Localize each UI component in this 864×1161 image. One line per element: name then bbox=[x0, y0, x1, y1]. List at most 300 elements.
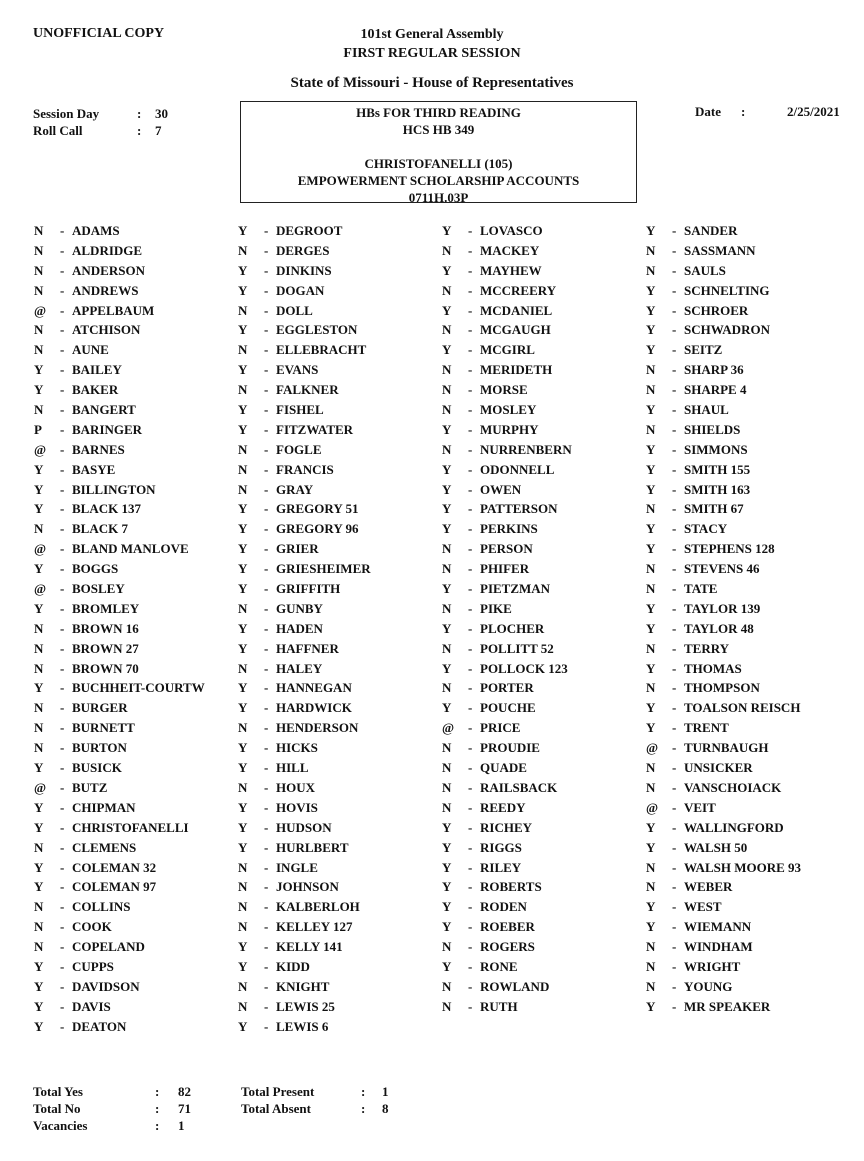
dash: - bbox=[264, 958, 269, 974]
vote-value: Y bbox=[442, 919, 452, 935]
vote-value: N bbox=[238, 441, 248, 457]
member-name: DOGAN bbox=[276, 282, 325, 298]
bill-title: EMPOWERMENT SCHOLARSHIP ACCOUNTS bbox=[297, 173, 580, 188]
dash: - bbox=[264, 978, 269, 994]
session-day-value: 30 bbox=[155, 106, 168, 121]
vote-value: Y bbox=[646, 620, 656, 636]
vote-row bbox=[442, 659, 642, 679]
member-name: GRIESHEIMER bbox=[276, 561, 371, 577]
total-absent-value: 8 bbox=[382, 1101, 389, 1116]
vote-row bbox=[34, 838, 234, 858]
vote-row bbox=[34, 977, 234, 997]
vote-value: N bbox=[238, 302, 248, 318]
vote-row bbox=[34, 519, 234, 539]
vote-value: Y bbox=[238, 680, 248, 696]
member-name: DINKINS bbox=[276, 262, 332, 278]
vote-row bbox=[646, 858, 846, 878]
dash: - bbox=[672, 600, 677, 616]
vote-value: N bbox=[238, 660, 248, 676]
vote-value: Y bbox=[238, 700, 248, 716]
vote-value: Y bbox=[34, 760, 44, 776]
member-name: POLLOCK 123 bbox=[480, 660, 568, 676]
member-name: STACY bbox=[684, 521, 728, 537]
vote-row bbox=[238, 320, 438, 340]
vote-row bbox=[238, 499, 438, 519]
dash: - bbox=[264, 740, 269, 756]
dash: - bbox=[60, 262, 65, 278]
dash: - bbox=[672, 978, 677, 994]
member-name: WINDHAM bbox=[684, 939, 753, 955]
vote-row bbox=[238, 340, 438, 360]
dash: - bbox=[468, 541, 473, 557]
dash: - bbox=[672, 859, 677, 875]
vote-value: @ bbox=[34, 581, 47, 597]
member-name: MCGIRL bbox=[480, 342, 535, 358]
vote-value: N bbox=[238, 899, 248, 915]
vote-value: Y bbox=[646, 839, 656, 855]
vote-value: Y bbox=[238, 541, 248, 557]
dash: - bbox=[672, 720, 677, 736]
dash: - bbox=[468, 779, 473, 795]
member-name: BANGERT bbox=[72, 402, 136, 418]
vote-row bbox=[442, 440, 642, 460]
vote-value: N bbox=[442, 680, 452, 696]
member-name: PIETZMAN bbox=[480, 581, 551, 597]
vote-value: N bbox=[238, 779, 248, 795]
member-name: PORTER bbox=[480, 680, 534, 696]
vote-value: N bbox=[34, 223, 44, 238]
dash: - bbox=[60, 461, 65, 477]
vote-value: N bbox=[238, 998, 248, 1014]
member-name: HOUX bbox=[276, 779, 315, 795]
vote-value: Y bbox=[34, 600, 44, 616]
vote-value: Y bbox=[238, 262, 248, 278]
vote-row bbox=[442, 778, 642, 798]
colon: : bbox=[741, 104, 746, 119]
dash: - bbox=[60, 978, 65, 994]
member-name: LEWIS 25 bbox=[276, 998, 335, 1014]
dash: - bbox=[60, 998, 65, 1014]
vote-row bbox=[238, 858, 438, 878]
member-name: SHARPE 4 bbox=[684, 382, 747, 398]
vote-row bbox=[34, 360, 234, 380]
vote-row bbox=[34, 718, 234, 738]
member-name: RONE bbox=[480, 958, 518, 974]
vote-row bbox=[238, 818, 438, 838]
dash: - bbox=[468, 919, 473, 935]
dash: - bbox=[60, 899, 65, 915]
dash: - bbox=[264, 799, 269, 815]
vote-row bbox=[442, 519, 642, 539]
dash: - bbox=[60, 501, 65, 517]
vote-row bbox=[442, 937, 642, 957]
member-name: KIDD bbox=[276, 958, 310, 974]
vote-row bbox=[34, 340, 234, 360]
vote-row bbox=[442, 221, 642, 241]
dash: - bbox=[672, 561, 677, 577]
total-present-label: Total Present bbox=[241, 1084, 315, 1099]
vote-value: Y bbox=[34, 561, 44, 577]
assembly-title: 101st General Assembly bbox=[360, 27, 504, 42]
vote-value: Y bbox=[646, 402, 656, 418]
vote-value: N bbox=[34, 521, 44, 537]
vote-row bbox=[442, 738, 642, 758]
dash: - bbox=[672, 322, 677, 338]
vote-value: Y bbox=[238, 958, 248, 974]
member-name: SANDER bbox=[684, 223, 738, 238]
vote-value: Y bbox=[646, 481, 656, 497]
member-name: GREGORY 51 bbox=[276, 501, 359, 517]
vote-row bbox=[646, 281, 846, 301]
vote-value: Y bbox=[238, 799, 248, 815]
vote-row bbox=[442, 301, 642, 321]
dash: - bbox=[468, 620, 473, 636]
vote-value: Y bbox=[238, 322, 248, 338]
dash: - bbox=[468, 600, 473, 616]
vote-row bbox=[442, 460, 642, 480]
vote-row bbox=[442, 877, 642, 897]
vote-row bbox=[34, 440, 234, 460]
member-name: HENDERSON bbox=[276, 720, 359, 736]
vote-value: Y bbox=[646, 899, 656, 915]
vote-row bbox=[34, 818, 234, 838]
vote-row bbox=[34, 639, 234, 659]
vote-value: Y bbox=[646, 223, 656, 238]
dash: - bbox=[468, 223, 473, 238]
dash: - bbox=[264, 501, 269, 517]
vote-value: N bbox=[34, 242, 44, 258]
vote-value: Y bbox=[442, 620, 452, 636]
vote-value: Y bbox=[238, 421, 248, 437]
member-name: AUNE bbox=[72, 342, 109, 358]
dash: - bbox=[468, 402, 473, 418]
vote-value: N bbox=[34, 282, 44, 298]
dash: - bbox=[60, 282, 65, 298]
vote-value: N bbox=[646, 939, 656, 955]
member-name: BLAND MANLOVE bbox=[72, 541, 189, 557]
dash: - bbox=[264, 640, 269, 656]
dash: - bbox=[672, 680, 677, 696]
dash: - bbox=[264, 620, 269, 636]
dash: - bbox=[672, 939, 677, 955]
vote-row bbox=[442, 698, 642, 718]
dash: - bbox=[672, 581, 677, 597]
dash: - bbox=[468, 262, 473, 278]
vote-value: Y bbox=[646, 700, 656, 716]
member-name: ANDERSON bbox=[72, 262, 145, 278]
vote-row bbox=[646, 778, 846, 798]
vote-row bbox=[238, 460, 438, 480]
vote-value: N bbox=[442, 362, 452, 378]
vote-row bbox=[34, 599, 234, 619]
member-name: ROWLAND bbox=[480, 978, 550, 994]
member-name: MURPHY bbox=[480, 421, 539, 437]
member-name: SHAUL bbox=[684, 402, 729, 418]
member-name: ANDREWS bbox=[72, 282, 139, 298]
vote-value: Y bbox=[238, 740, 248, 756]
dash: - bbox=[60, 839, 65, 855]
vote-row bbox=[238, 599, 438, 619]
dash: - bbox=[60, 421, 65, 437]
dash: - bbox=[264, 382, 269, 398]
member-name: WIEMANN bbox=[684, 919, 752, 935]
colon: : bbox=[361, 1101, 366, 1116]
member-name: SHIELDS bbox=[684, 421, 741, 437]
vote-column-3 bbox=[442, 221, 642, 1017]
member-name: BROWN 27 bbox=[72, 640, 139, 656]
vote-row bbox=[442, 997, 642, 1017]
vote-row bbox=[442, 897, 642, 917]
vote-value: Y bbox=[238, 760, 248, 776]
member-name: ELLEBRACHT bbox=[276, 342, 367, 358]
vote-row bbox=[646, 818, 846, 838]
member-name: PIKE bbox=[480, 600, 512, 616]
vote-row bbox=[34, 957, 234, 977]
member-name: SMITH 155 bbox=[684, 461, 751, 477]
member-name: VANSCHOIACK bbox=[684, 779, 782, 795]
dash: - bbox=[60, 720, 65, 736]
date-value: 2/25/2021 bbox=[787, 104, 840, 119]
vote-row bbox=[646, 977, 846, 997]
vote-row bbox=[34, 221, 234, 241]
dash: - bbox=[672, 640, 677, 656]
vote-row bbox=[646, 539, 846, 559]
dash: - bbox=[468, 958, 473, 974]
vote-row bbox=[646, 798, 846, 818]
dash: - bbox=[672, 342, 677, 358]
dash: - bbox=[60, 660, 65, 676]
member-name: COLEMAN 32 bbox=[72, 859, 157, 875]
member-name: SEITZ bbox=[684, 342, 723, 358]
vote-row bbox=[238, 917, 438, 937]
vote-row bbox=[646, 897, 846, 917]
dash: - bbox=[672, 899, 677, 915]
vote-row bbox=[646, 659, 846, 679]
member-name: STEPHENS 128 bbox=[684, 541, 775, 557]
member-name: TAYLOR 48 bbox=[684, 620, 754, 636]
vote-value: @ bbox=[646, 740, 659, 756]
total-no bbox=[33, 1101, 191, 1117]
vote-row bbox=[34, 778, 234, 798]
vote-row bbox=[646, 877, 846, 897]
total-yes-value: 82 bbox=[178, 1084, 191, 1099]
dash: - bbox=[264, 223, 269, 238]
vote-row bbox=[442, 360, 642, 380]
member-name: MCDANIEL bbox=[480, 302, 553, 318]
vote-row bbox=[34, 579, 234, 599]
dash: - bbox=[468, 939, 473, 955]
vote-value: Y bbox=[442, 461, 452, 477]
dash: - bbox=[60, 581, 65, 597]
vote-value: Y bbox=[238, 640, 248, 656]
vote-value: Y bbox=[34, 481, 44, 497]
vote-row bbox=[442, 281, 642, 301]
member-name: ATCHISON bbox=[72, 322, 141, 338]
vote-row bbox=[646, 440, 846, 460]
dash: - bbox=[468, 680, 473, 696]
vote-value: N bbox=[442, 978, 452, 994]
vote-value: N bbox=[646, 501, 656, 517]
vote-row bbox=[34, 937, 234, 957]
member-name: ALDRIDGE bbox=[72, 242, 143, 258]
vote-value: Y bbox=[442, 262, 452, 278]
member-name: BROWN 70 bbox=[72, 660, 139, 676]
total-yes-label: Total Yes bbox=[33, 1084, 83, 1099]
vote-row bbox=[442, 957, 642, 977]
dash: - bbox=[468, 998, 473, 1014]
vote-value: N bbox=[442, 382, 452, 398]
dash: - bbox=[60, 541, 65, 557]
dash: - bbox=[60, 342, 65, 358]
member-name: COOK bbox=[72, 919, 112, 935]
vote-row bbox=[238, 678, 438, 698]
member-name: BILLINGTON bbox=[72, 481, 156, 497]
member-name: HADEN bbox=[276, 620, 323, 636]
member-name: BROMLEY bbox=[72, 600, 140, 616]
vote-row bbox=[646, 678, 846, 698]
dash: - bbox=[264, 700, 269, 716]
dash: - bbox=[60, 362, 65, 378]
vote-value: @ bbox=[34, 779, 47, 795]
vote-row bbox=[442, 420, 642, 440]
dash: - bbox=[672, 501, 677, 517]
vote-row bbox=[238, 440, 438, 460]
vote-value: N bbox=[442, 322, 452, 338]
dash: - bbox=[60, 640, 65, 656]
colon: : bbox=[155, 1101, 160, 1116]
vote-value: Y bbox=[646, 660, 656, 676]
vote-row bbox=[646, 639, 846, 659]
vote-row bbox=[442, 380, 642, 400]
vote-value: Y bbox=[646, 441, 656, 457]
vote-value: Y bbox=[646, 919, 656, 935]
member-name: FRANCIS bbox=[276, 461, 334, 477]
dash: - bbox=[672, 441, 677, 457]
vote-row bbox=[646, 698, 846, 718]
vote-value: N bbox=[34, 620, 44, 636]
member-name: ADAMS bbox=[72, 223, 120, 238]
dash: - bbox=[468, 322, 473, 338]
vote-row bbox=[238, 221, 438, 241]
member-name: PATTERSON bbox=[480, 501, 558, 517]
vote-value: N bbox=[442, 998, 452, 1014]
dash: - bbox=[672, 521, 677, 537]
vote-value: N bbox=[442, 282, 452, 298]
vote-row bbox=[34, 320, 234, 340]
member-name: BARNES bbox=[72, 441, 125, 457]
dash: - bbox=[60, 879, 65, 895]
vote-row bbox=[442, 639, 642, 659]
member-name: SCHWADRON bbox=[684, 322, 770, 338]
vote-row bbox=[646, 221, 846, 241]
vote-value: Y bbox=[238, 402, 248, 418]
member-name: CHIPMAN bbox=[72, 799, 136, 815]
vote-row bbox=[442, 678, 642, 698]
member-name: KELLEY 127 bbox=[276, 919, 353, 935]
member-name: COPELAND bbox=[72, 939, 145, 955]
member-name: HURLBERT bbox=[276, 839, 349, 855]
member-name: HUDSON bbox=[276, 819, 332, 835]
dash: - bbox=[672, 839, 677, 855]
vote-row bbox=[238, 778, 438, 798]
dash: - bbox=[264, 879, 269, 895]
dash: - bbox=[264, 521, 269, 537]
member-name: TATE bbox=[684, 581, 718, 597]
member-name: BUSICK bbox=[72, 760, 122, 776]
member-name: FISHEL bbox=[276, 402, 324, 418]
dash: - bbox=[264, 779, 269, 795]
member-name: TOALSON REISCH bbox=[684, 700, 801, 716]
vote-value: Y bbox=[442, 879, 452, 895]
vote-row bbox=[442, 499, 642, 519]
dash: - bbox=[672, 620, 677, 636]
vote-row bbox=[442, 320, 642, 340]
vote-row bbox=[238, 698, 438, 718]
vote-row bbox=[238, 897, 438, 917]
vote-value: Y bbox=[34, 958, 44, 974]
member-name: PHIFER bbox=[480, 561, 530, 577]
vote-row bbox=[646, 261, 846, 281]
dash: - bbox=[264, 581, 269, 597]
member-name: INGLE bbox=[276, 859, 318, 875]
member-name: SMITH 163 bbox=[684, 481, 751, 497]
dash: - bbox=[60, 700, 65, 716]
member-name: EGGLESTON bbox=[276, 322, 358, 338]
vote-row bbox=[442, 579, 642, 599]
dash: - bbox=[264, 939, 269, 955]
vote-value: Y bbox=[646, 819, 656, 835]
dash: - bbox=[672, 481, 677, 497]
vote-row bbox=[238, 877, 438, 897]
vote-value: Y bbox=[238, 501, 248, 517]
dash: - bbox=[264, 998, 269, 1014]
dash: - bbox=[60, 740, 65, 756]
member-name: RILEY bbox=[480, 859, 522, 875]
vote-row bbox=[34, 420, 234, 440]
member-name: BOSLEY bbox=[72, 581, 125, 597]
member-name: SMITH 67 bbox=[684, 501, 744, 517]
vote-row bbox=[238, 360, 438, 380]
vote-row bbox=[34, 619, 234, 639]
dash: - bbox=[672, 879, 677, 895]
dash: - bbox=[468, 282, 473, 298]
vote-value: N bbox=[238, 919, 248, 935]
member-name: UNSICKER bbox=[684, 760, 753, 776]
vote-value: Y bbox=[34, 501, 44, 517]
vote-row bbox=[238, 619, 438, 639]
vote-value: Y bbox=[646, 998, 656, 1014]
vote-row bbox=[442, 599, 642, 619]
dash: - bbox=[264, 541, 269, 557]
vote-row bbox=[442, 798, 642, 818]
member-name: CHRISTOFANELLI bbox=[72, 819, 189, 835]
vote-row bbox=[34, 758, 234, 778]
member-name: POUCHE bbox=[480, 700, 536, 716]
member-name: QUADE bbox=[480, 760, 527, 776]
vote-row bbox=[34, 499, 234, 519]
vote-value: N bbox=[442, 779, 452, 795]
dash: - bbox=[60, 322, 65, 338]
vote-value: Y bbox=[646, 461, 656, 477]
vote-row bbox=[34, 698, 234, 718]
session-title: FIRST REGULAR SESSION bbox=[343, 46, 521, 61]
member-name: GREGORY 96 bbox=[276, 521, 359, 537]
vote-value: Y bbox=[646, 282, 656, 298]
dash: - bbox=[264, 402, 269, 418]
member-name: DAVIS bbox=[72, 998, 111, 1014]
member-name: SAULS bbox=[684, 262, 726, 278]
member-name: WALSH MOORE 93 bbox=[684, 859, 802, 875]
